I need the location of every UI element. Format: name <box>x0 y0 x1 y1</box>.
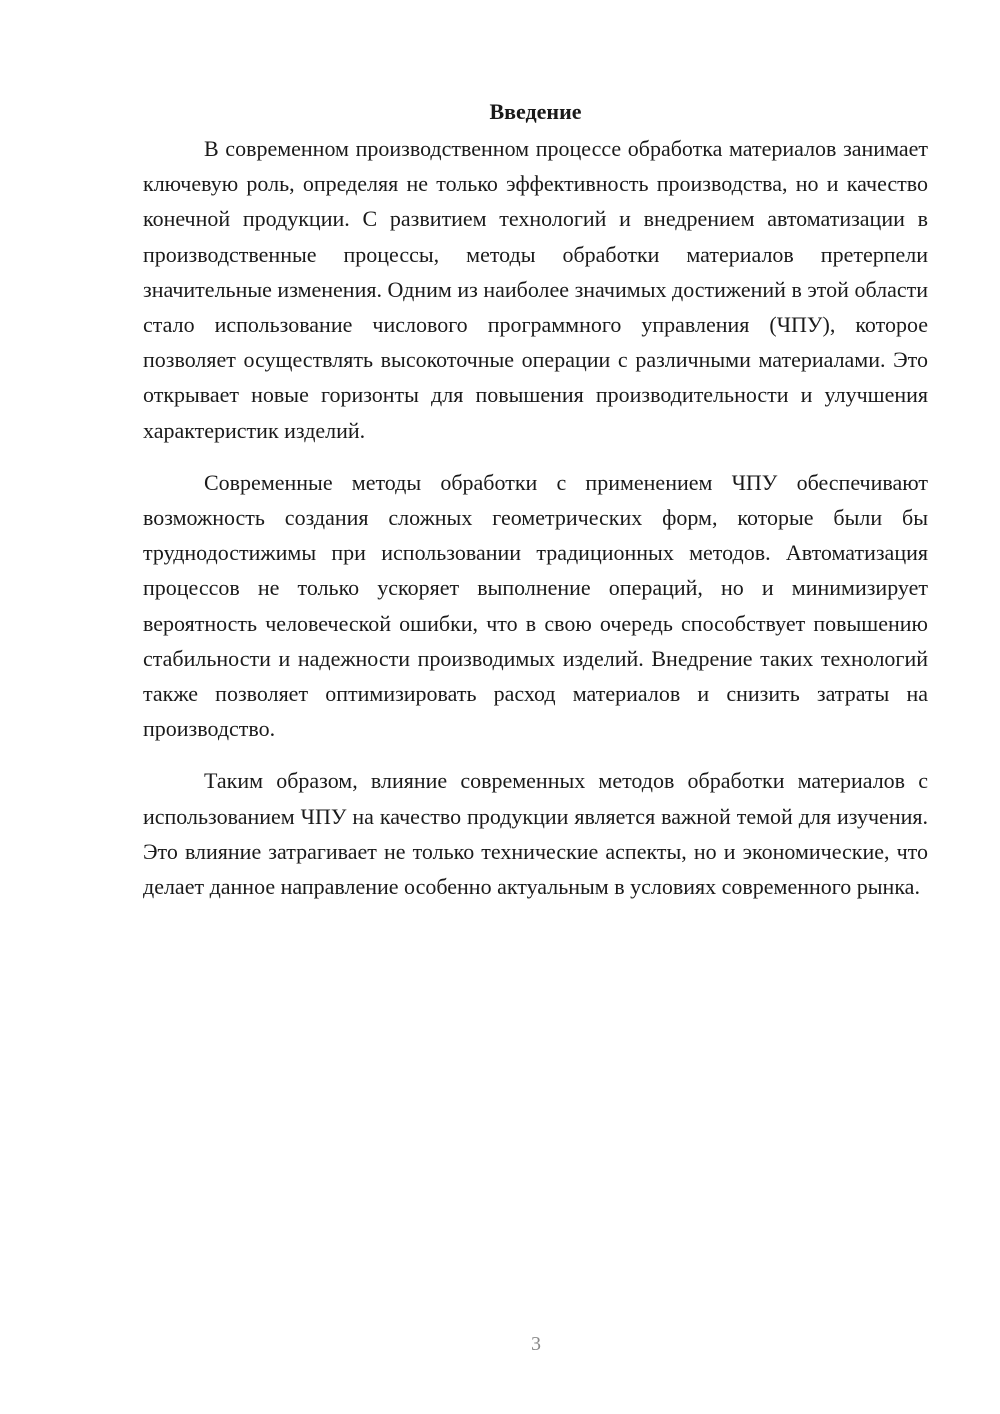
paragraph-1: В современном производственном процессе обработка материалов занимает ключевую роль, определяя не только эффективность производства, но и качество конечной продукции. С развитием технологий и внедрением автоматизации в производственные процессы, методы обработки материалов претерпели значительные изменения. Одним из наиболее значимых достижений в этой области стало использование числового программного управления (ЧПУ), которое позволяет осуществлять высокоточные операции с различными материалами. Это открывает новые горизонты для повышения производительности и улучшения характеристик изделий. <box>143 136 928 443</box>
paragraph-3: Таким образом, влияние современных методов обработки материалов с использованием ЧПУ на качество продукции является важной темой для изучения. Это влияние затрагивает не только технические аспекты, но и экономические, что делает данное направление особенно актуальным в условиях современного рынка. <box>143 768 928 900</box>
section-title: Введение <box>489 99 582 124</box>
page-number: 3 <box>531 1333 541 1355</box>
paragraph-2: Современные методы обработки с применением ЧПУ обеспечивают возможность создания сложных геометрических форм, которые были бы труднодостижимы при использовании традиционных методов. Автоматизация процессов не только ускоряет выполнение операций, но и минимизирует вероятность человеческой ошибки, что в свою очередь способствует повышению стабильности и надежности производимых изделий. Внедрение таких технологий также позволяет оптимизировать расход материалов и снизить затраты на производство. <box>143 469 928 742</box>
document-body <box>143 96 928 921</box>
